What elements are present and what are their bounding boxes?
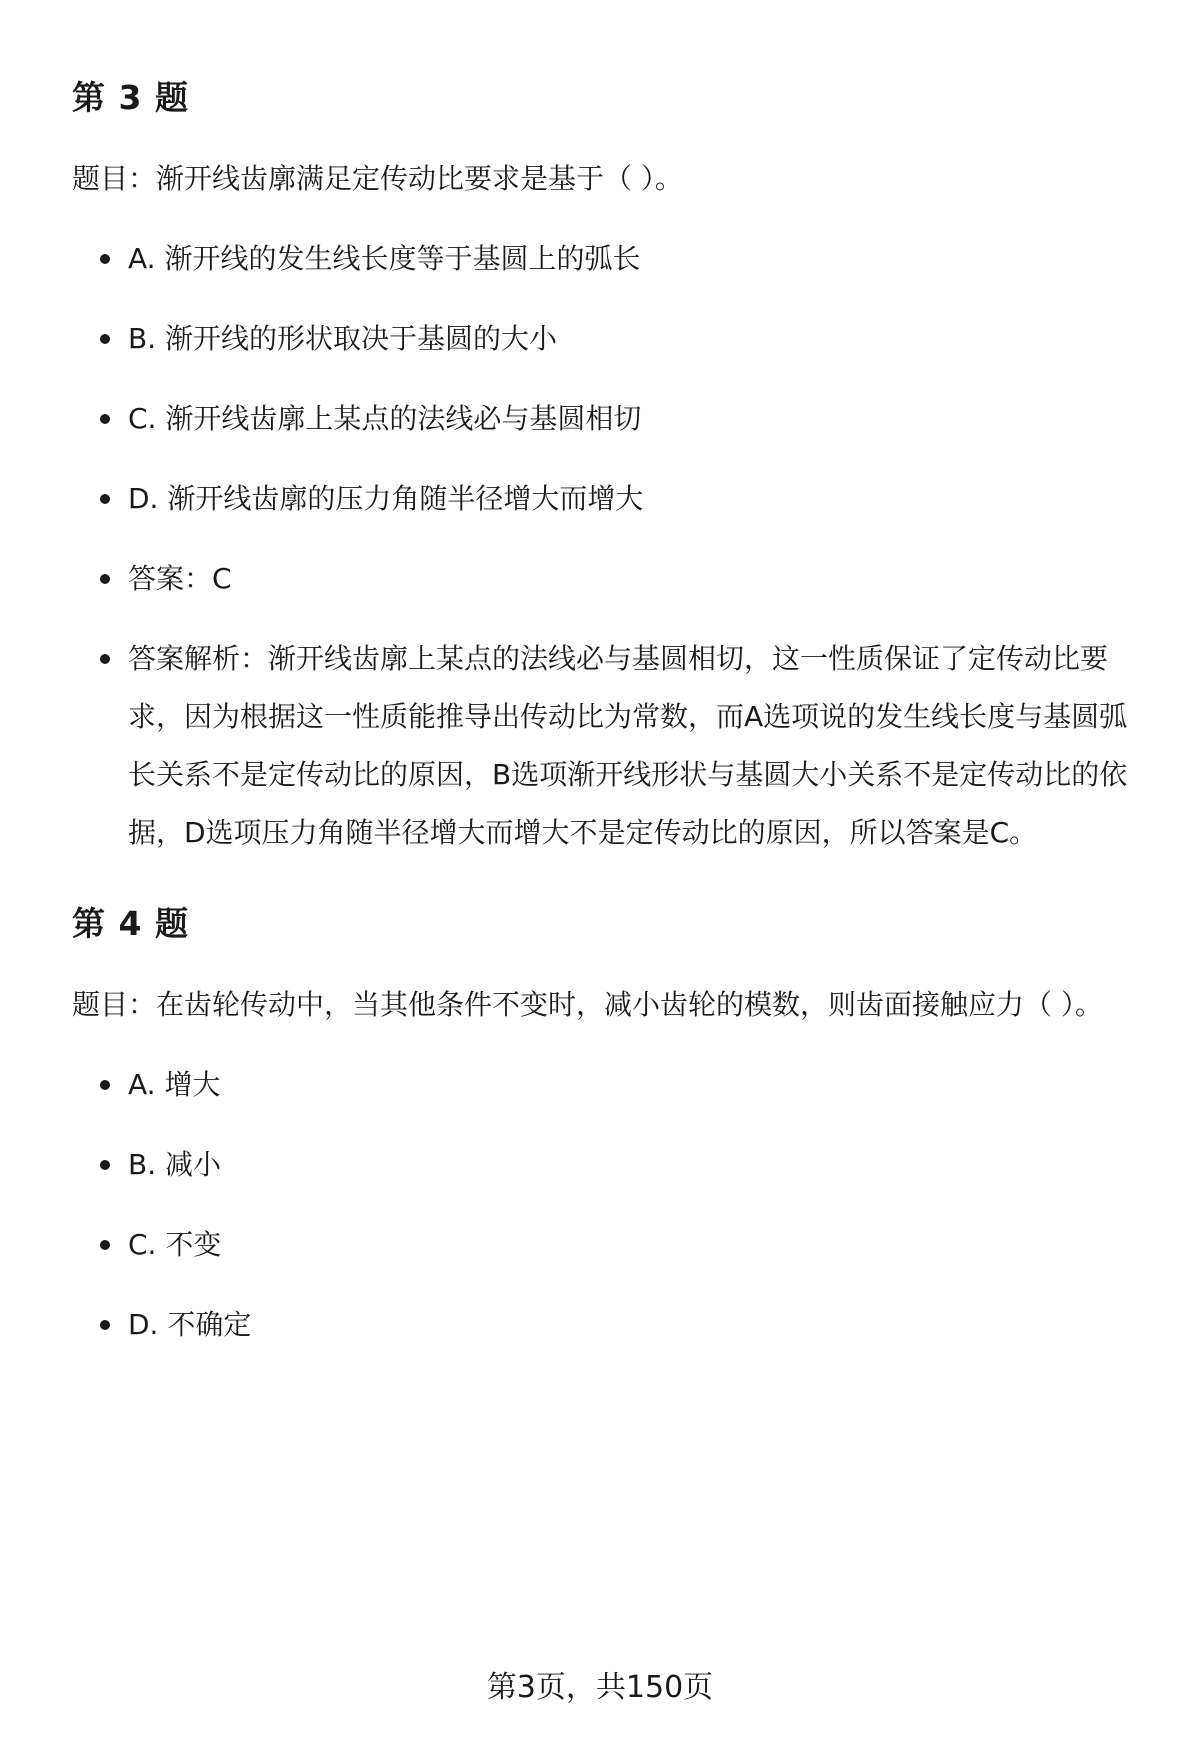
question-3: [72, 68, 1142, 862]
question-4: [72, 894, 1142, 1354]
option-c: C. 不变: [72, 1216, 1142, 1274]
option-a: A. 增大: [72, 1056, 1142, 1114]
option-b: B. 减小: [72, 1136, 1142, 1194]
answer: 答案：C: [72, 550, 1142, 608]
question-title: 第 3 题: [72, 78, 189, 117]
question-stem: 题目：在齿轮传动中，当其他条件不变时，减小齿轮的模数，则齿面接触应力（ ）。: [72, 988, 1103, 1021]
question-title: 第 4 题: [72, 904, 189, 943]
option-a: A. 渐开线的发生线长度等于基圆上的弧长: [72, 230, 1142, 288]
question-stem: 题目：渐开线齿廓满足定传动比要求是基于（ ）。: [72, 162, 683, 195]
option-d: D. 渐开线齿廓的压力角随半径增大而增大: [72, 470, 1142, 528]
page-content: [72, 68, 1142, 1354]
option-list: [72, 1056, 1142, 1354]
page-number-footer: 第3页，共150页: [486, 1670, 714, 1705]
answer-explanation: 答案解析：渐开线齿廓上某点的法线必与基圆相切，这一性质保证了定传动比要求，因为根据这一性质能推导出传动比为常数，而A选项说的发生线长度与基圆弧长关系不是定传动比的原因，B选项渐开线形状与基圆大小关系不是定传动比的依据，D选项压力角随半径增大而增大不是定传动比的原因，所以答案是C。: [72, 630, 1142, 862]
option-b: B. 渐开线的形状取决于基圆的大小: [72, 310, 1142, 368]
option-d: D. 不确定: [72, 1296, 1142, 1354]
option-c: C. 渐开线齿廓上某点的法线必与基圆相切: [72, 390, 1142, 448]
option-list: [72, 230, 1142, 862]
